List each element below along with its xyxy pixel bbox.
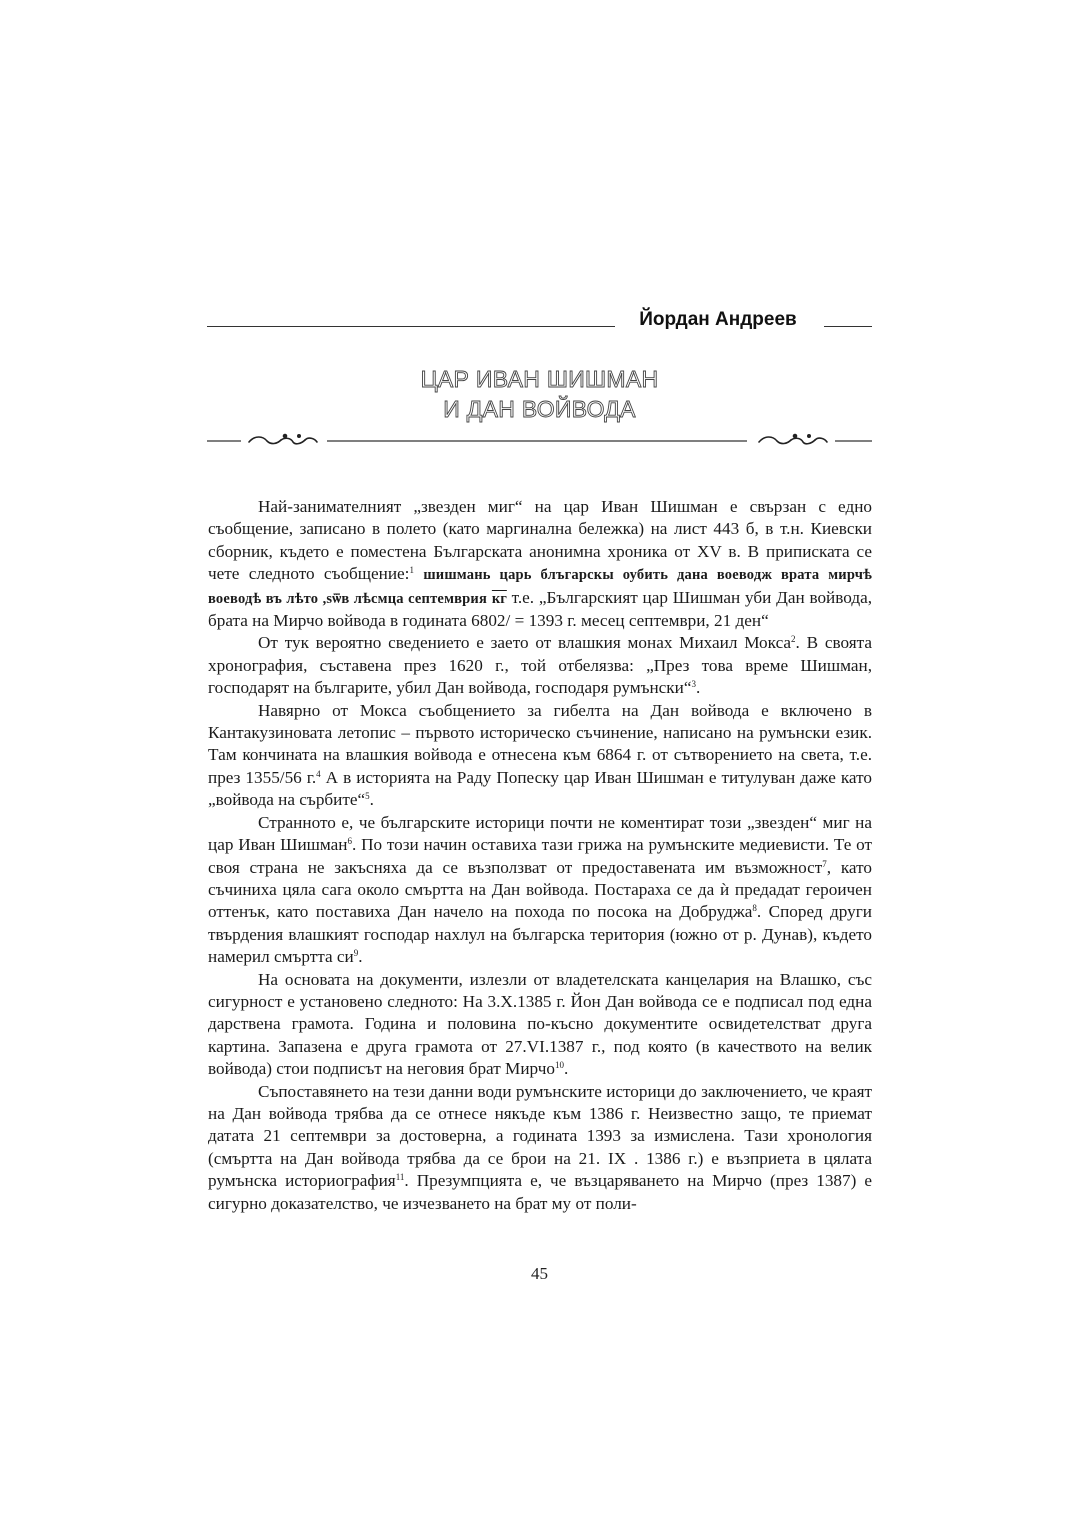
footnote-ref: 8	[752, 903, 757, 914]
ornamental-divider	[207, 430, 872, 452]
title-line-2: И ДАН ВОЙВОДА	[443, 396, 636, 422]
author-header	[207, 309, 872, 339]
footnote-ref: 9	[353, 948, 359, 959]
footnote-ref: 1	[409, 565, 414, 576]
slavonic-numeral: кг	[491, 590, 507, 607]
flourish-right-icon	[759, 435, 827, 444]
header-rule-right	[824, 326, 872, 327]
article-title	[207, 364, 872, 424]
page-number: 45	[531, 1264, 548, 1283]
paragraph-3: Навярно от Мокса съобщението за гибелта на Дан войвода е включено в Кантакузиновата летопис – първото историческо съчинение, написано на румънски език. Там кончината на влашкия войвода е отнесена към 6864 г. от сътворението на света, т.е. през 1355/56 г.$^4$ А в историята на Раду Попеску цар Иван Шишман е титулуван даже като „войвода на сърбите“$^5$.	[208, 700, 872, 810]
footnote-ref: 3	[691, 679, 696, 690]
footnote-ref: 2	[791, 634, 796, 645]
footnote-ref: 10	[554, 1060, 564, 1071]
slavonic-quote: шишмань царь блъгарскы оубить дана воеводж врата мирчѣ воеводѣ въ лѣто ,ѕѿв лѣсмца септемврия	[208, 567, 873, 607]
header-rule-left	[207, 326, 615, 327]
footnote-ref: 7	[822, 858, 827, 869]
paragraph-5: На основата на документи, излезли от владетелската канцелария на Влашко, със сигурност е установено следното: На 3.X.1385 г. Йон Дан войвода се е подписал под една дарствена грамота. Година и половина по-късно документите освидетелстват друга картина. Запазена е друга грамота от 27.VI.1387 г., под която (в качеството на велик войвода) стои подписът на неговия брат Мирчо$^{10}$.	[208, 969, 872, 1079]
footnote-ref: 11	[395, 1172, 405, 1183]
footnote-ref: 4	[316, 768, 321, 779]
title-line-1: ЦАР ИВАН ШИШМАН	[420, 366, 659, 392]
article-body	[208, 496, 872, 1215]
footnote-ref: 5	[365, 791, 370, 802]
paragraph-1: Най-занимателният „звезден миг“ на цар Иван Шишман е свързан с едно съобщение, записано в полето (като маргинална бележка) на лист 443 б, в т.н. Киевски сборник, където е поместена Българската анонимна хроника от XV в. В приписката се чете следното съобщение:$^1$ шишмань царь блъгарскы оубить дана воеводж врата мирчѣ воеводѣ въ лѣто ,ѕѿв лѣсмца септемврия кг т.е. „Българският цар Шишман уби Дан войвода, брата на Мирчо войвода в годината 6802/ = 1393 г. месец септември, 21 ден“	[208, 497, 873, 631]
paragraph-6: Съпоставянето на тези данни води румънските историци до заключението, че краят на Дан войвода трябва да се отнесе някъде към 1386 г. Неизвестно защо, те приемат датата 21 септември за достоверна, а годината 1393 за измислена. Тази хронология (смъртта на Дан войвода трябва да се брои на 21. IX . 1386 г.) е възприета в цялата румънска историография$^{11}$. Презумпцията е, че възцаряването на Мирчо (през 1387) е сигурно доказателство, че изчезването на брат му от поли-	[208, 1081, 872, 1213]
paragraph-2: От тук вероятно сведението е заето от влашкия монах Михаил Мокса$^2$. В своята хронография, съставена през 1620 г., той отбелязва: „През това време Шишман, господарят на българите, убил Дан войвода, господаря румънски“$^3$.	[208, 633, 872, 698]
paragraph-4: Странното е, че българските историци почти не коментират този „звезден“ миг на цар Иван Шишман$^6$. По този начин оставиха тази грижа на румънските медиевисти. Те от своя страна не закъсняха да се възползват от предоставената им възможност$^7$, като съчиниха цяла сага около смъртта на Дан войвода. Постараха се да ѝ предадат героичен оттенък, като поставиха Дан начело на похода по посока на Добруджа$^8$. Според други твърдения влашкият господар нахлул на българска територия (южно от р. Дунав), където намерил смъртта $си^9$.	[208, 812, 872, 967]
flourish-left-icon	[249, 435, 317, 444]
ornament-divider-graphic	[207, 430, 872, 452]
footnote-ref: 6	[347, 836, 352, 847]
author-name: Йордан Андреев	[639, 309, 797, 330]
